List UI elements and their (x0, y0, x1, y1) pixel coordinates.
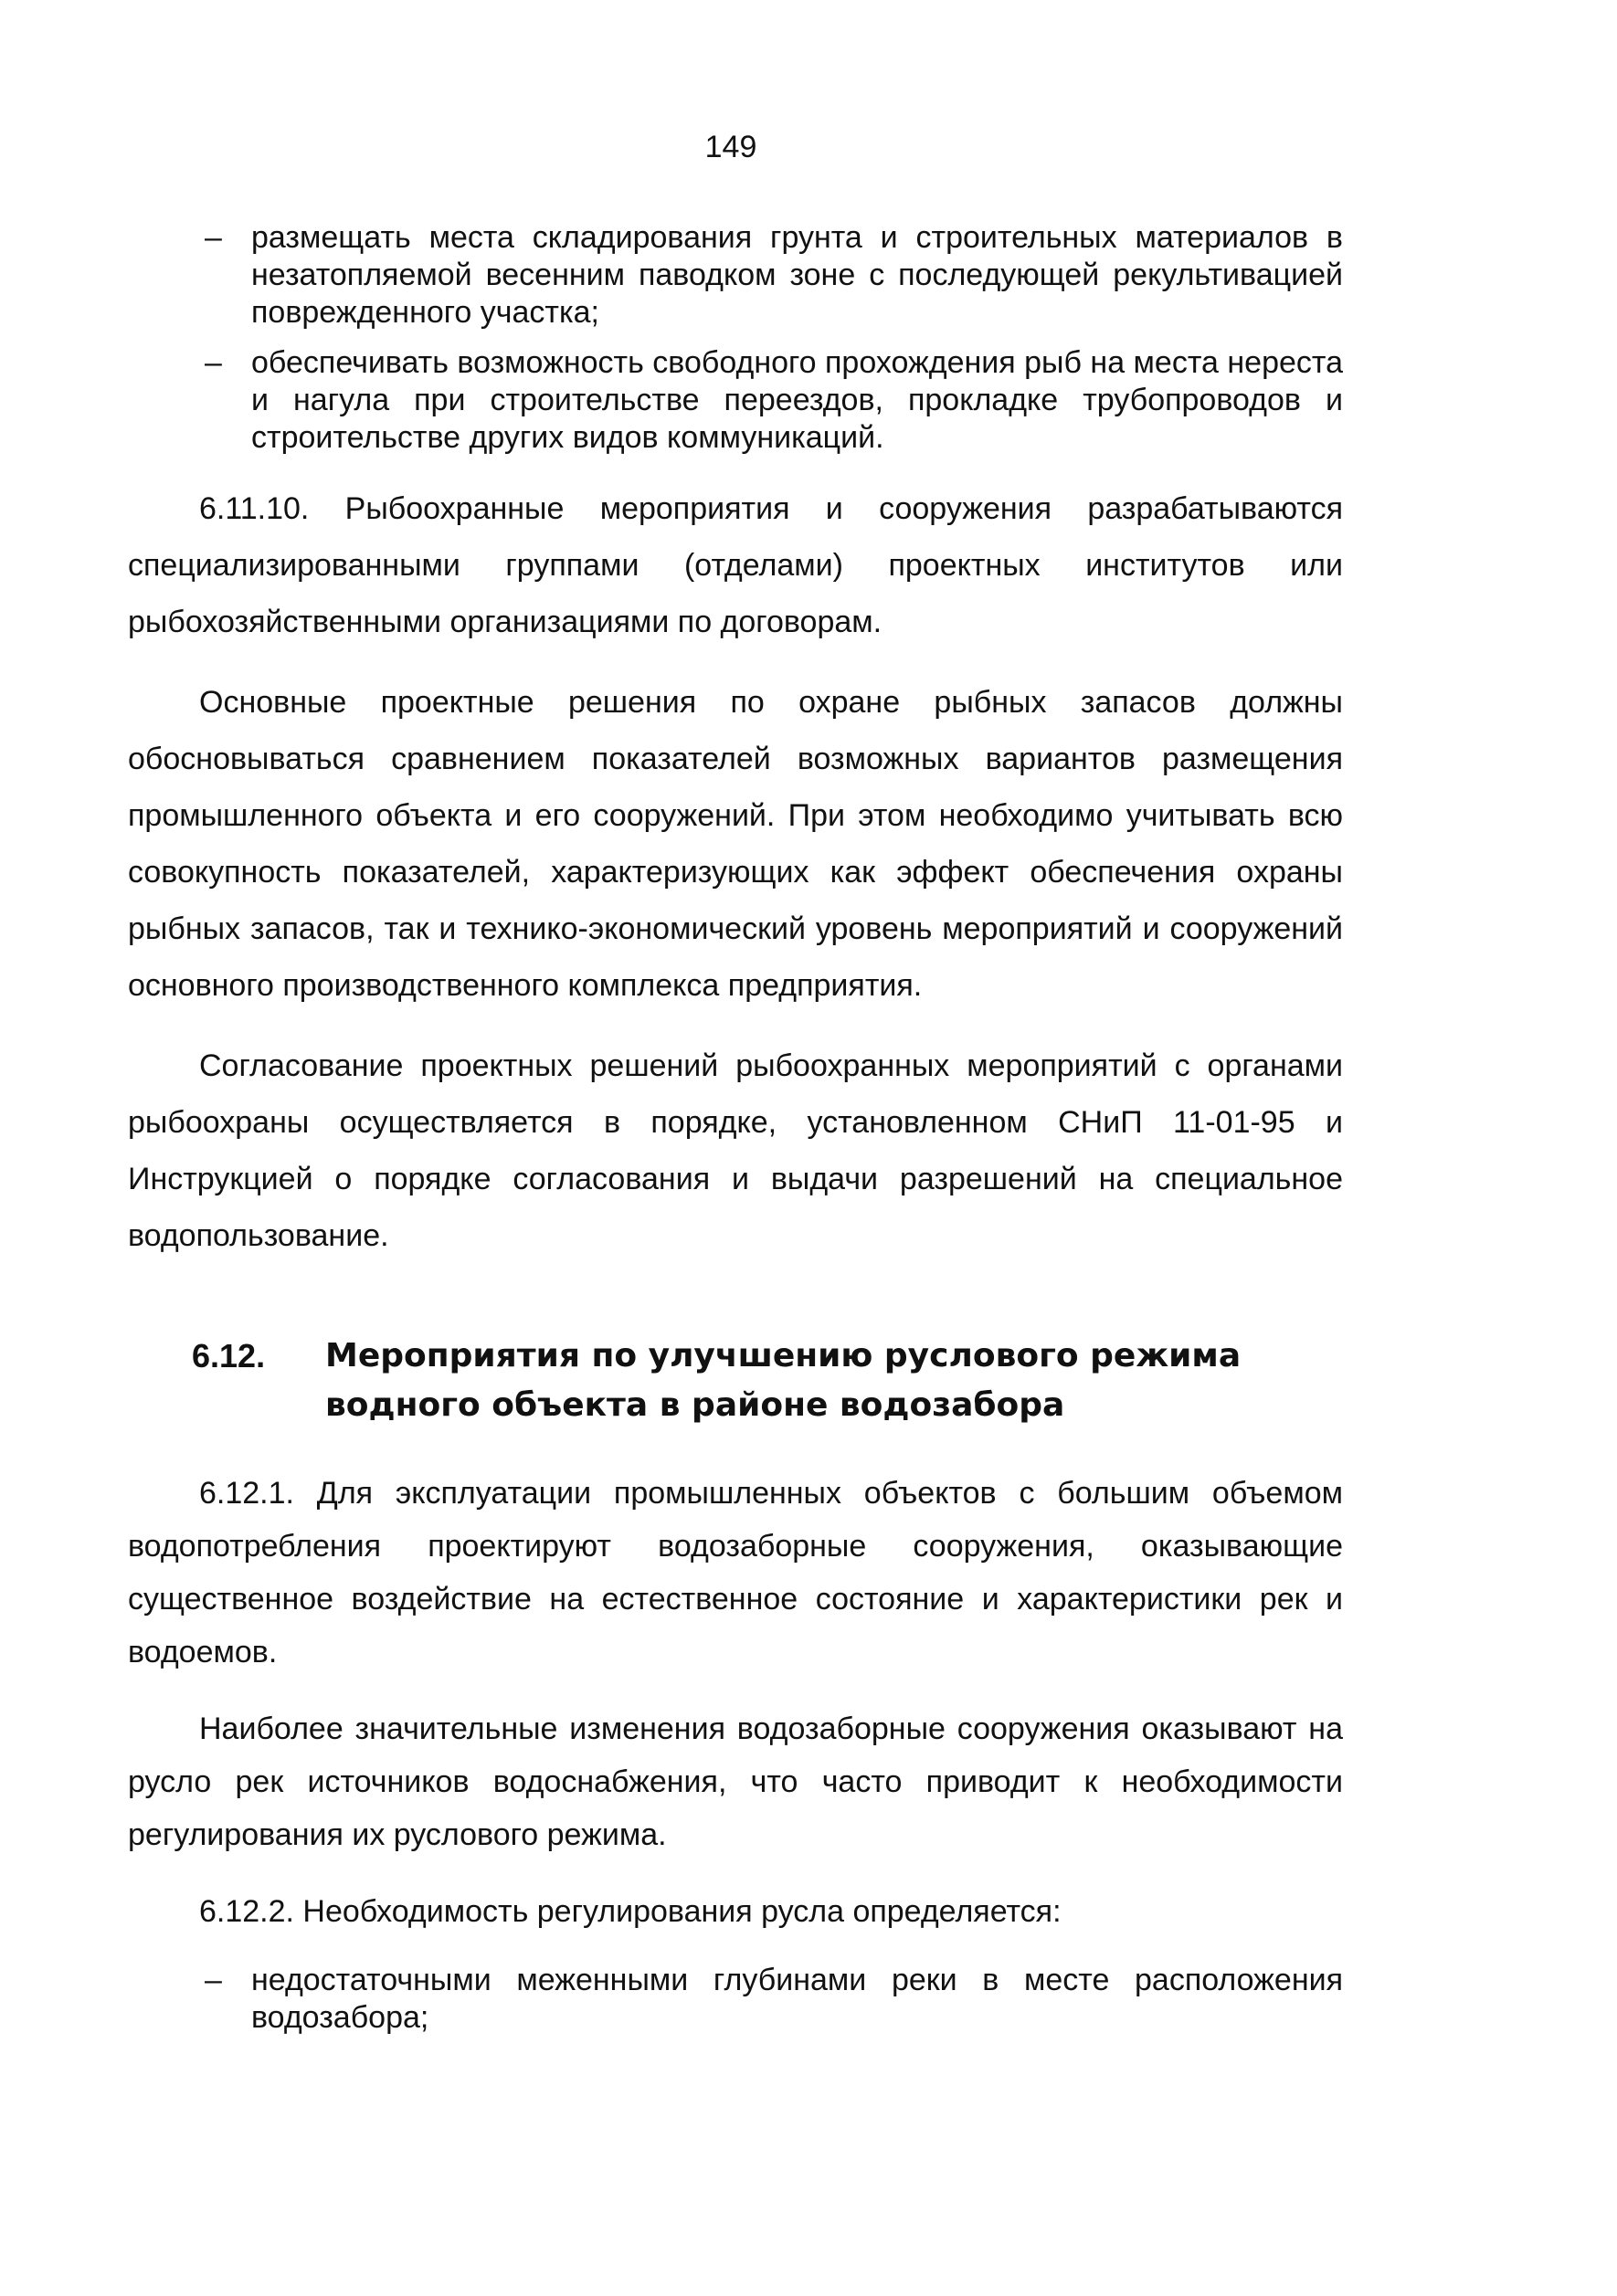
list-item-text: обеспечивать возможность свободного прохождения рыб на места нереста и нагула при строительстве переездов, прокладке трубопроводов и строительстве других видов коммуникаций. (251, 345, 1343, 455)
section-heading (128, 1332, 1343, 1430)
dash-marker: – (205, 345, 222, 380)
paragraph-design-solutions: Основные проектные решения по охране рыбных запасов должны обосновываться сравнением показателей возможных вариантов размещения промышленного объекта и его сооружений. При этом необходимо учитывать всю совокупность показателей, характеризующих как эффект обеспечения охраны рыбных запасов, так и технико-экономический уровень мероприятий и сооружений основного производственного комплекса предприятия. (128, 685, 1343, 1003)
list-item (128, 344, 1343, 457)
page-number: 149 (704, 130, 757, 164)
list-item-text: размещать места складирования грунта и строительных материалов в незатопляемой весенним паводком зоне с последующей рекультивацией поврежденного участка; (251, 220, 1343, 330)
list-item-text: недостаточными меженными глубинами реки в месте расположения водозабора; (251, 1963, 1343, 2035)
bullet-list-top (128, 219, 1343, 457)
section-number: 6.12. (192, 1337, 266, 1374)
section-title: Мероприятия по улучшению руслового режима водного объекта в районе водозабора (325, 1337, 1242, 1424)
paragraph-6-12-2: 6.12.2. Необходимость регулирования русла определяется: (199, 1894, 1062, 1929)
paragraph-approval: Согласование проектных решений рыбоохранных мероприятий с органами рыбоохраны осуществляется в порядке, установленном СНиП 11-01-95 и Инструкцией о порядке согласования и выдачи разрешений на специальное водопользование. (128, 1048, 1343, 1253)
dash-marker: – (205, 1963, 222, 1997)
paragraph-6-12-1: 6.12.1. Для эксплуатации промышленных объектов с большим объемом водопотребления проектируют водозаборные сооружения, оказывающие существенное воздействие на естественное состояние и характеристики рек и водоемов. (128, 1476, 1343, 1669)
dash-marker: – (205, 220, 222, 255)
paragraph-6-11-10: 6.11.10. Рыбоохранные мероприятия и сооружения разрабатываются специализированными группами (отделами) проектных институтов или рыбохозяйственными организациями по договорам. (128, 491, 1343, 639)
list-item (128, 219, 1343, 332)
document-body (128, 219, 1343, 2060)
paragraph-channel-changes: Наиболее значительные изменения водозаборные сооружения оказывают на русло рек источников водоснабжения, что часто приводит к необходимости регулирования их руслового режима. (128, 1711, 1343, 1852)
list-item (128, 1962, 1343, 2037)
bullet-list-bottom (128, 1962, 1343, 2037)
